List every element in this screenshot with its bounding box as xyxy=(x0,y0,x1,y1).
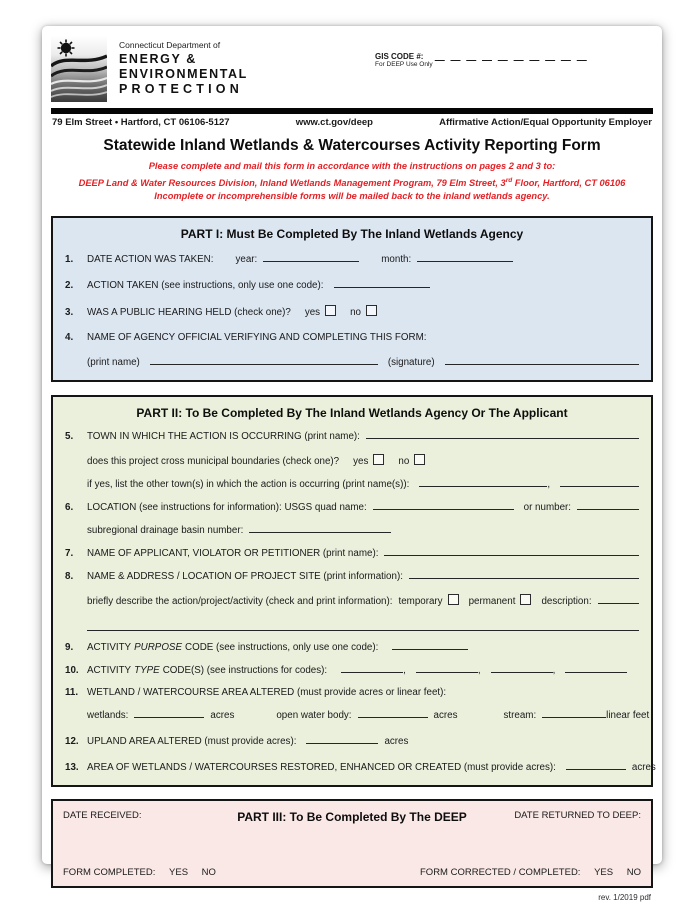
q4-signature-row xyxy=(87,356,639,369)
q8-describe-row xyxy=(87,593,639,608)
part3-bottom-row xyxy=(63,867,641,878)
q5-row: 5. TOWN IN WHICH THE ACTION IS OCCURRING (print name): xyxy=(65,430,639,443)
mailing-instructions xyxy=(51,160,653,204)
date-received-label[interactable]: DATE RECEIVED: xyxy=(63,810,142,822)
description-label: description: xyxy=(541,596,592,608)
boundaries-no-checkbox[interactable] xyxy=(414,454,425,465)
type-code-field-4[interactable] xyxy=(565,664,627,673)
q10-label-type: TYPE xyxy=(134,665,160,677)
gis-code-label: GIS CODE #: xyxy=(375,52,424,61)
dept-environmental-line: ENVIRONMENTAL xyxy=(119,67,248,81)
q6-or-number-label: or number: xyxy=(523,502,571,514)
q7-row: 7. NAME OF APPLICANT, VIOLATOR OR PETITIONER (print name): xyxy=(65,547,639,560)
year-label: year: xyxy=(235,254,258,266)
form-completed-yes-option[interactable]: YES xyxy=(169,867,189,879)
q4-row: 4. NAME OF AGENCY OFFICIAL VERIFYING AND COMPLETING THIS FORM: xyxy=(65,331,427,343)
hearing-yes-checkbox[interactable] xyxy=(325,305,336,316)
gis-code-block xyxy=(375,36,653,69)
applicant-name-field[interactable] xyxy=(384,547,639,556)
q4-label: NAME OF AGENCY OFFICIAL VERIFYING AND COMPLETING THIS FORM: xyxy=(87,331,427,343)
boundaries-yes-checkbox[interactable] xyxy=(373,454,384,465)
type-code-field-3[interactable] xyxy=(491,664,553,673)
part3-heading: PART III: To Be Completed By The DEEP xyxy=(237,810,467,825)
other-town-field-2[interactable] xyxy=(560,478,639,487)
town-field[interactable] xyxy=(366,430,639,439)
drainage-basin-field[interactable] xyxy=(249,524,391,533)
part2-section xyxy=(51,395,656,787)
open-water-label: open water body: xyxy=(276,710,352,722)
q6-sub-label: subregional drainage basin number: xyxy=(87,525,244,537)
part1-heading: PART I: Must Be Completed By The Inland Wetlands Agency xyxy=(180,226,524,241)
deep-logo xyxy=(51,36,107,102)
part3-section xyxy=(51,799,653,888)
usgs-quad-name-field[interactable] xyxy=(373,501,514,510)
wetlands-label: wetlands: xyxy=(87,710,129,722)
instruction-line-2: DEEP Land & Water Resources Division, Inland Wetlands Management Program, 79 Elm Street, 3rd Floor, Hartford, CT 06106 xyxy=(78,176,626,188)
sun-and-waves-icon xyxy=(51,36,107,102)
q10-label-post: CODE(S) (see instructions for codes): xyxy=(162,665,328,677)
print-name-field[interactable] xyxy=(150,356,378,365)
description-field[interactable] xyxy=(598,595,639,604)
boundaries-no-label: no xyxy=(398,456,410,468)
purpose-code-field[interactable] xyxy=(392,641,468,650)
part3-top-row xyxy=(63,810,641,825)
hearing-yes-label: yes xyxy=(304,307,321,319)
part2-heading: PART II: To Be Completed By The Inland Wetlands Agency Or The Applicant xyxy=(136,406,568,421)
q5-boundaries-row xyxy=(87,453,639,468)
page-title: Statewide Inland Wetlands & Watercourses Activity Reporting Form xyxy=(103,137,601,154)
month-field[interactable] xyxy=(417,253,513,262)
temporary-label: temporary xyxy=(398,596,443,608)
form-corrected-yes-option[interactable]: YES xyxy=(594,867,614,879)
form-completed-label: FORM COMPLETED: xyxy=(63,867,156,879)
hearing-no-label: no xyxy=(350,307,361,319)
form-completed-group xyxy=(63,867,216,878)
type-code-field-1[interactable] xyxy=(341,664,403,673)
type-code-field-2[interactable] xyxy=(416,664,478,673)
action-code-field[interactable] xyxy=(334,279,430,288)
date-returned-label[interactable]: DATE RETURNED TO DEEP: xyxy=(514,810,641,822)
stream-label: stream: xyxy=(503,710,537,722)
upland-acres-unit: acres xyxy=(384,736,409,748)
upland-acres-field[interactable] xyxy=(306,735,378,744)
dept-of-line: Connecticut Department of xyxy=(119,40,221,50)
signature-label: (signature) xyxy=(387,357,435,369)
q11-measures-row xyxy=(87,709,650,722)
q1-label: DATE ACTION WAS TAKEN: xyxy=(87,254,214,266)
wetlands-acres-field[interactable] xyxy=(134,709,204,718)
q5-sub1-label: does this project cross municipal boundaries (check one)? xyxy=(87,456,340,468)
q13-row: 13. AREA OF WETLANDS / WATERCOURSES RESTORED, ENHANCED OR CREATED (must provide acres): acres xyxy=(65,762,656,774)
street-address: 79 Elm Street • Hartford, CT 06106-5127 xyxy=(52,117,230,128)
project-site-field[interactable] xyxy=(409,570,639,579)
boundaries-yes-label: yes xyxy=(353,456,369,468)
website-link[interactable]: www.ct.gov/deep xyxy=(295,117,373,128)
q5-sub2-label: if yes, list the other town(s) in which the action is occurring (print name(s)): xyxy=(87,479,410,491)
q8-row: 8. NAME & ADDRESS / LOCATION OF PROJECT SITE (print information): xyxy=(65,570,639,583)
q5-other-towns-row: if yes, list the other town(s) in which the action is occurring (print name(s)): , xyxy=(87,478,639,491)
form-completed-no-option[interactable]: NO xyxy=(201,867,216,879)
q1-row: 1. DATE ACTION WAS TAKEN: year: month: xyxy=(65,253,639,266)
q8-continuation-row xyxy=(87,622,639,631)
part1-section xyxy=(51,216,653,383)
wetlands-acres-unit: acres xyxy=(210,710,235,722)
q3-row: 3. WAS A PUBLIC HEARING HELD (check one)? yes no xyxy=(65,304,639,319)
instruction-line-1: Please complete and mail this form in accordance with the instructions on pages 2 and 3 to: xyxy=(148,161,556,171)
q12-label: UPLAND AREA ALTERED (must provide acres): xyxy=(87,736,297,748)
gis-code-field[interactable]: — — — — — — — — — — xyxy=(434,55,589,66)
q8-label: NAME & ADDRESS / LOCATION OF PROJECT SITE (print information): xyxy=(87,571,403,583)
q11-row: 11. WETLAND / WATERCOURSE AREA ALTERED (must provide acres or linear feet): xyxy=(65,687,447,699)
q7-label: NAME OF APPLICANT, VIOLATOR OR PETITIONER (print name): xyxy=(87,548,379,560)
q9-row: 9. ACTIVITY PURPOSE CODE (see instructions, only use one code): xyxy=(65,641,639,654)
q6-row: 6. LOCATION (see instructions for information): USGS quad name: or number: xyxy=(65,501,639,514)
open-water-acres-field[interactable] xyxy=(358,709,428,718)
q8-sub-label: briefly describe the action/project/activity (check and print information): xyxy=(87,596,393,608)
q5-label: TOWN IN WHICH THE ACTION IS OCCURRING (print name): xyxy=(87,431,360,443)
print-name-label: (print name) xyxy=(87,357,140,369)
description-continuation-field[interactable] xyxy=(87,622,639,631)
year-field[interactable] xyxy=(263,253,359,262)
dept-energy-line: ENERGY & xyxy=(119,52,197,66)
form-page xyxy=(42,26,662,902)
usgs-quad-number-field[interactable] xyxy=(577,501,639,510)
form-corrected-no-option[interactable]: NO xyxy=(626,867,641,879)
month-label: month: xyxy=(381,254,412,266)
letterhead xyxy=(51,36,653,106)
form-corrected-label: FORM CORRECTED / COMPLETED: xyxy=(420,867,581,879)
q6-basin-row xyxy=(87,524,639,537)
signature-field[interactable] xyxy=(445,356,639,365)
q11-label: WETLAND / WATERCOURSE AREA ALTERED (must provide acres or linear feet): xyxy=(87,687,447,699)
q10-label-pre: ACTIVITY xyxy=(87,665,132,677)
permanent-label: permanent xyxy=(468,596,516,608)
q3-label: WAS A PUBLIC HEARING HELD (check one)? xyxy=(87,307,291,319)
stream-length-field[interactable] xyxy=(542,709,606,718)
q12-row: 12. UPLAND AREA ALTERED (must provide acres): acres xyxy=(65,736,409,748)
q6-label: LOCATION (see instructions for information): USGS quad name: xyxy=(87,502,367,514)
eeo-statement: Affirmative Action/Equal Opportunity Employer xyxy=(439,117,652,128)
form-corrected-group xyxy=(420,867,641,878)
restored-acres-unit: acres xyxy=(631,762,656,774)
agency-name-block xyxy=(119,36,248,97)
other-town-field-1[interactable] xyxy=(419,478,547,487)
q13-label: AREA OF WETLANDS / WATERCOURSES RESTORED, ENHANCED OR CREATED (must provide acres): xyxy=(87,762,556,774)
gis-code-note: For DEEP Use Only xyxy=(375,61,433,68)
restored-acres-field[interactable] xyxy=(566,761,626,770)
q9-label-purpose: PURPOSE xyxy=(134,642,183,654)
q9-label-post: CODE (see instructions, only use one code): xyxy=(185,642,379,654)
q9-label-pre: ACTIVITY xyxy=(87,642,132,654)
q10-row: 10. ACTIVITY TYPE CODE(S) (see instructions for codes): , , , xyxy=(65,664,639,677)
q2-label: ACTION TAKEN (see instructions, only use one code): xyxy=(87,279,324,291)
stream-unit: linear feet xyxy=(606,710,650,722)
instruction-line-3: Incomplete or incomprehensible forms will be mailed back to the inland wetlands agency. xyxy=(154,191,550,202)
open-water-acres-unit: acres xyxy=(433,710,458,722)
dept-protection-line: PROTECTION xyxy=(119,82,243,96)
revision-note: rev. 1/2019 pdf xyxy=(598,893,651,902)
address-row xyxy=(51,114,653,128)
permanent-checkbox[interactable] xyxy=(520,594,531,605)
hearing-no-checkbox[interactable] xyxy=(366,305,377,316)
q2-row: 2. ACTION TAKEN (see instructions, only use one code): xyxy=(65,279,639,292)
temporary-checkbox[interactable] xyxy=(448,594,459,605)
